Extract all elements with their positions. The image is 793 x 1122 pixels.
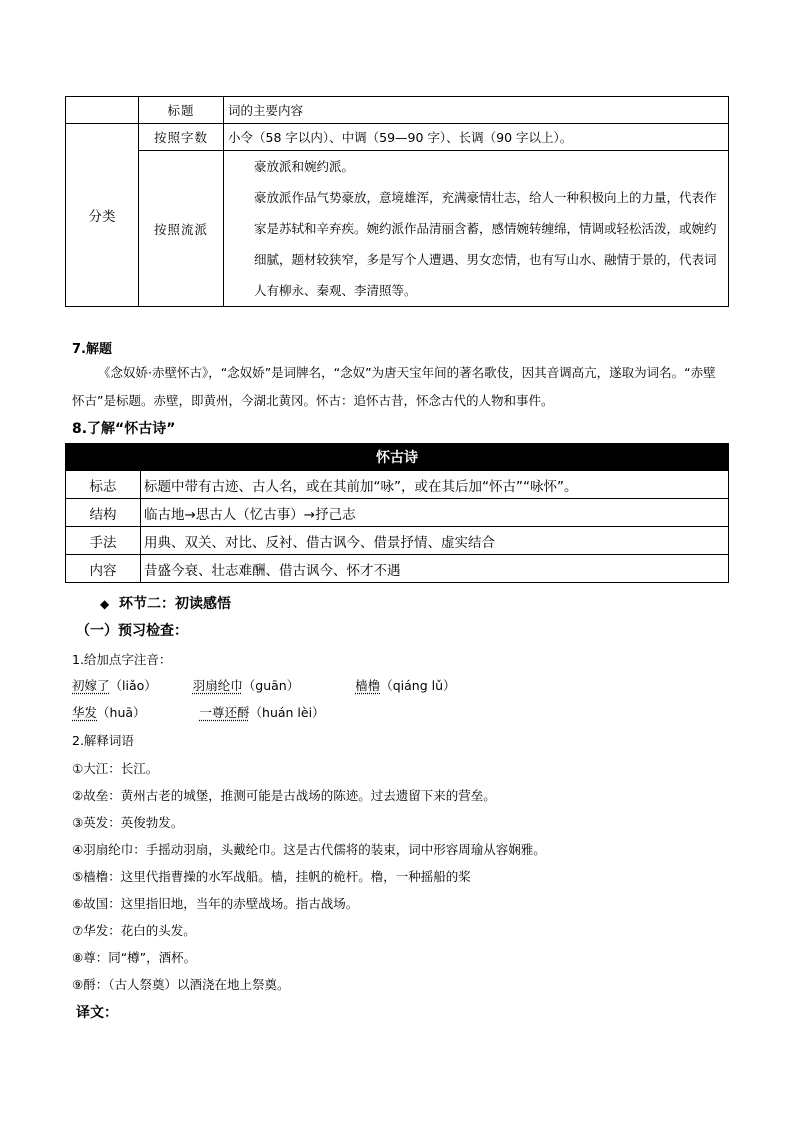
table-row: [66, 499, 729, 527]
pinyin-row-1: [72, 676, 456, 694]
pinyin-word: 樯橹: [355, 678, 381, 693]
question-2: 2.解释词语: [72, 733, 134, 748]
row-value: 用典、双关、对比、反衬、借古讽今、借景抒情、虚实结合: [141, 527, 729, 555]
ci-classification-table: [65, 96, 729, 307]
school-detail: 豪放派作品气势豪放，意境雄浑，充满豪情壮志，给人一种积极向上的力量，代表作家是苏轼和辛弃疾。婉约派作品清丽含蓄，感情婉转缠绵，情调或轻松活泼，或婉约细腻，题材较狭窄，多是写个人遭遇、男女恋情，也有写山水、融情于景的，代表词人有柳永、秦观、李清照等。: [254, 190, 717, 298]
row-label: 标志: [66, 471, 141, 499]
row-label: 内容: [66, 555, 141, 583]
section7-text: 《念奴娇·赤壁怀古》，“念奴娇”是词牌名，“念奴”为唐天宝年间的著名歌伎，因其音调高亢，遂取为词名。“赤壁怀古”是标题。赤壁，即黄州，今湖北黄冈。怀古：追怀古昔，怀念古代的人物和事件。: [72, 365, 716, 408]
translation-heading: 译文：: [76, 1005, 118, 1021]
table-row: [66, 555, 729, 583]
section8-heading: 8.了解“怀古诗”: [72, 421, 176, 437]
word-item: ②故垒：黄州古老的城堡，推测可能是古战场的陈迹。过去遗留下来的营垒。: [72, 788, 496, 803]
section7-heading: 7.解题: [72, 342, 112, 357]
pinyin-reading: （huā）: [97, 705, 146, 720]
row-value-by-school: [224, 151, 729, 307]
empty-cell: [66, 97, 139, 124]
pinyin-row-2: [72, 703, 325, 721]
row-label: 手法: [66, 527, 141, 555]
stage2-subheading: （一）预习检查：: [76, 623, 188, 639]
word-item: ③英发：英俊勃发。: [72, 815, 184, 830]
school-intro: 豪放派和婉约派。: [254, 159, 355, 174]
stage2-title: 环节二：初读感悟: [118, 596, 231, 612]
word-item: ④羽扇纶巾：手摇动羽扇，头戴纶巾。这是古代儒将的装束，词中形容周瑜从容娴雅。: [72, 842, 546, 857]
word-item: ⑦华发：花白的头发。: [72, 923, 196, 938]
word-item: ⑨酹：（古人祭奠）以酒浇在地上祭奠。: [72, 977, 290, 992]
category-cell: 分类: [66, 124, 139, 307]
pinyin-word: 初嫁了: [72, 678, 110, 693]
question-1: 1.给加点字注音：: [72, 652, 172, 667]
diamond-bullet-icon: ◆: [100, 597, 110, 611]
row-value: 昔盛今衰、壮志难酬、借古讽今、怀才不遇: [141, 555, 729, 583]
pinyin-reading: （qiáng lǔ）: [380, 678, 456, 693]
word-item: ⑤樯橹：这里代指曹操的水军战船。樯，挂帆的桅杆。橹，一种摇船的桨: [72, 869, 471, 884]
row-label-title: 标题: [139, 97, 224, 124]
pinyin-word: 一尊还酹: [199, 705, 250, 720]
row-label-by-school: 按照流派: [139, 151, 224, 307]
row-label: 结构: [66, 499, 141, 527]
word-item: ①大江：长江。: [72, 761, 159, 776]
row-value-by-words: 小令（58 字以内）、中调（59—90 字）、长调（90 字以上）。: [224, 124, 729, 151]
row-value: 标题中带有古迹、古人名，或在其前加“咏”，或在其后加“怀古”“咏怀”。: [141, 471, 729, 499]
huaigu-table: [65, 443, 729, 583]
pinyin-reading: （liǎo）: [109, 678, 157, 693]
table-row: [66, 471, 729, 499]
huaigu-table-title: 怀古诗: [66, 444, 729, 471]
pinyin-word: 羽扇纶巾: [192, 678, 243, 693]
word-item: ⑥故国：这里指旧地，当年的赤壁战场。指古战场。: [72, 896, 359, 911]
row-value: 临古地→思古人（忆古事）→抒己志: [141, 499, 729, 527]
table-row: [66, 527, 729, 555]
word-item: ⑧尊：同“樽”，酒杯。: [72, 950, 197, 965]
row-value-title: 词的主要内容: [224, 97, 729, 124]
row-label-by-words: 按照字数: [139, 124, 224, 151]
pinyin-reading: （guān）: [242, 678, 300, 693]
pinyin-word: 华发: [72, 705, 98, 720]
stage2-heading: [100, 593, 231, 613]
pinyin-reading: （huán lèi）: [249, 705, 325, 720]
